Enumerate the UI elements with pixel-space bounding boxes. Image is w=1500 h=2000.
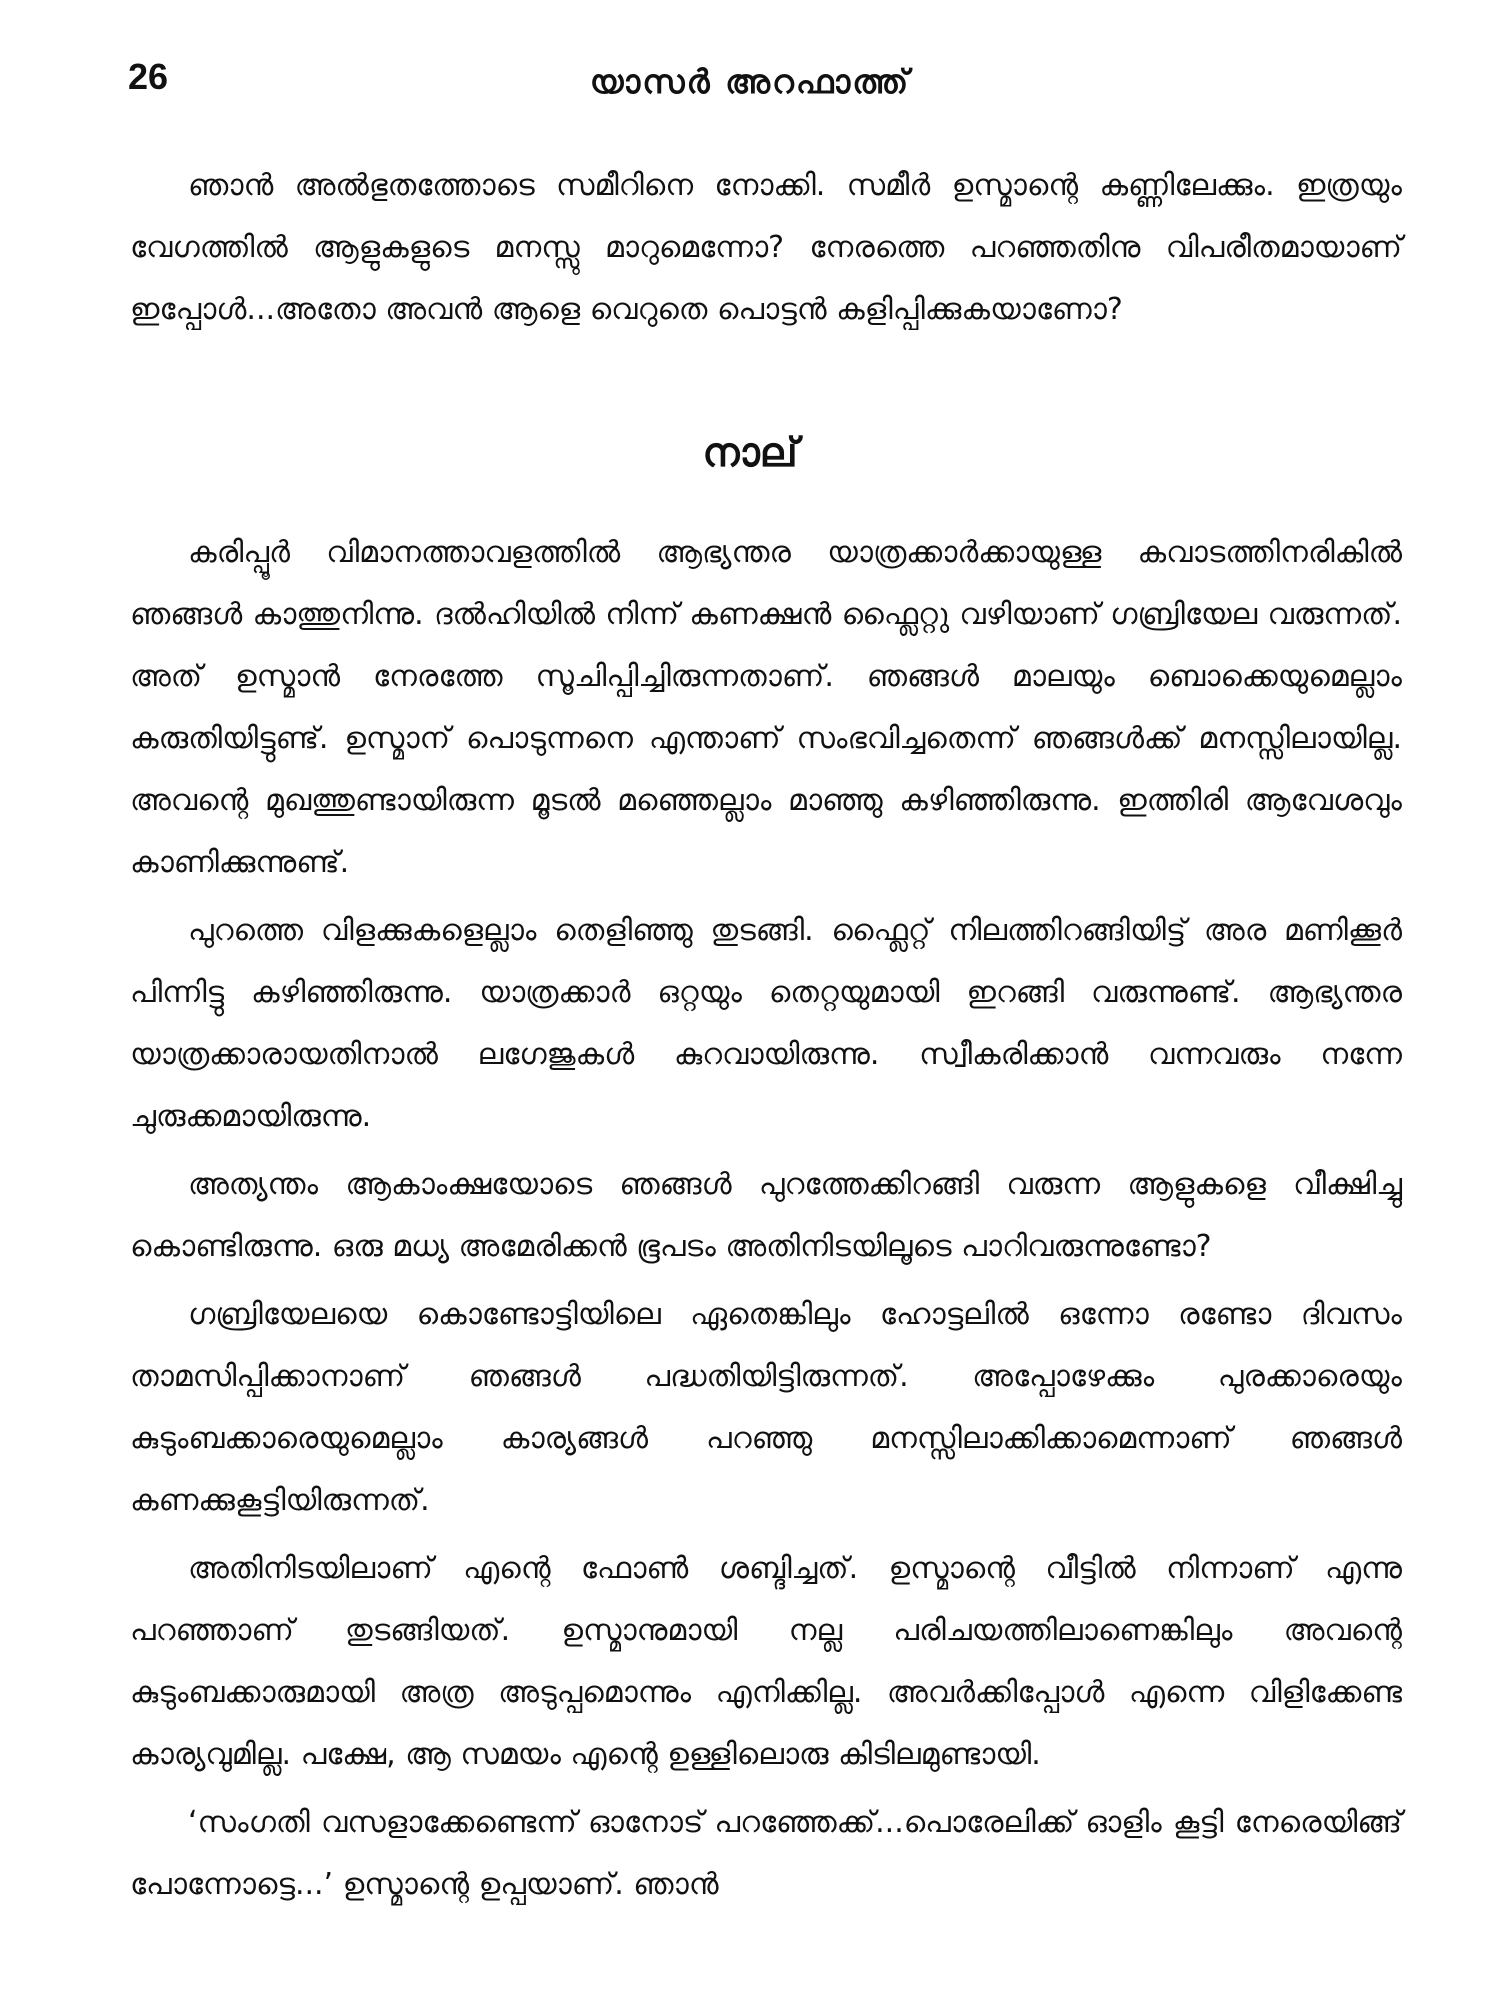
paragraph: ഞാൻ അൽഭുതത്തോടെ സമീറിനെ നോക്കി. സമീർ ഉസ്മാന്റെ കണ്ണിലേക്കും. ഇത്രയും വേഗത്തിൽ ആളുകളുടെ മനസ്സു മാറുമെന്നോ? നേരത്തെ പറഞ്ഞതിനു വിപരീതമായാണ് ഇപ്പോൾ...അതോ അവൻ ആളെ വെറുതെ പൊട്ടൻ കളിപ്പിക്കുകയാണോ?	[130, 168, 1402, 327]
paragraph: ‘സംഗതി വസളാക്കേണ്ടെന്ന് ഓനോട് പറഞ്ഞേക്ക്...പൊരേലിക്ക് ഓളിം കൂട്ടി നേരെയിങ്ങ് പോന്നോട്ടെ...’ ഉസ്മാന്റെ ഉപ്പയാണ്. ഞാൻ	[130, 1805, 1402, 1902]
paragraph: അതിനിടയിലാണ് എന്റെ ഫോൺ ശബ്ദിച്ചത്. ഉസ്മാന്റെ വീട്ടിൽ നിന്നാണ് എന്നു പറഞ്ഞാണ് തുടങ്ങിയത്. ഉസ്മാനുമായി നല്ല പരിചയത്തിലാണെങ്കിലും അവന്റെ കുടുംബക്കാരുമായി അത്ര അടുപ്പമൊന്നും എനിക്കില്ല. അവർക്കിപ്പോൾ എന്നെ വിളിക്കേണ്ട കാര്യവുമില്ല. പക്ഷേ, ആ സമയം എന്റെ ഉള്ളിലൊരു കിടിലമുണ്ടായി.	[130, 1551, 1402, 1772]
paragraph: കരിപ്പൂർ വിമാനത്താവളത്തിൽ ആഭ്യന്തര യാത്രക്കാർക്കായുള്ള കവാടത്തിനരികിൽ ഞങ്ങൾ കാത്തുനിന്നു. ദൽഹിയിൽ നിന്ന് കണക്ഷൻ ഫ്ലൈറ്റു വഴിയാണ് ഗബ്രിയേല വരുന്നത്. അത് ഉസ്മാൻ നേരത്തേ സൂചിപ്പിച്ചിരുന്നതാണ്. ഞങ്ങൾ മാലയും ബൊക്കെയുമെല്ലാം കരുതിയിട്ടുണ്ട്. ഉസ്മാന് പൊടുന്നനെ എന്താണ് സംഭവിച്ചതെന്ന് ഞങ്ങൾക്ക് മനസ്സിലായില്ല. അവന്റെ മുഖത്തുണ്ടായിരുന്ന മൂടൽ മഞ്ഞെല്ലാം മാഞ്ഞു കഴിഞ്ഞിരുന്നു. ഇത്തിരി ആവേശവും കാണിക്കുന്നുണ്ട്.	[130, 535, 1402, 880]
paragraph: അത്യന്തം ആകാംക്ഷയോടെ ഞങ്ങൾ പുറത്തേക്കിറങ്ങി വരുന്ന ആളുകളെ വീക്ഷിച്ചു കൊണ്ടിരുന്നു. ഒരു മധ്യ അമേരിക്കൻ ഭൂപടം അതിനിടയിലൂടെ പാറിവരുന്നുണ്ടോ?	[130, 1167, 1402, 1264]
page-number: 26	[128, 56, 169, 97]
running-title: യാസർ അറഫാത്ത്	[589, 62, 911, 101]
paragraph: ഗബ്രിയേലയെ കൊണ്ടോട്ടിയിലെ ഏതെങ്കിലും ഹോട്ടലിൽ ഒന്നോ രണ്ടോ ദിവസം താമസിപ്പിക്കാനാണ് ഞങ്ങൾ പദ്ധതിയിട്ടിരുന്നത്. അപ്പോഴേക്കും പുരക്കാരെയും കുടുംബക്കാരെയുമെല്ലാം കാര്യങ്ങൾ പറഞ്ഞു മനസ്സിലാക്കിക്കാമെന്നാണ് ഞങ്ങൾ കണക്കുകൂട്ടിയിരുന്നത്.	[130, 1297, 1402, 1518]
paragraph: പുറത്തെ വിളക്കുകളെല്ലാം തെളിഞ്ഞു തുടങ്ങി. ഫ്ലൈറ്റ് നിലത്തിറങ്ങിയിട്ട് അര മണിക്കൂർ പിന്നിട്ടു കഴിഞ്ഞിരുന്നു. യാത്രക്കാർ ഒറ്റയും തെറ്റയുമായി ഇറങ്ങി വരുന്നുണ്ട്. ആഭ്യന്തര യാത്രക്കാരായതിനാൽ ലഗേജുകൾ കുറവായിരുന്നു. സ്വീകരിക്കാൻ വന്നവരും നന്നേ ചുരുക്കമായിരുന്നു.	[130, 913, 1402, 1134]
chapter-title: നാല്	[702, 430, 798, 476]
opening-text-block	[130, 155, 1402, 341]
chapter-text-block	[130, 522, 1402, 1916]
